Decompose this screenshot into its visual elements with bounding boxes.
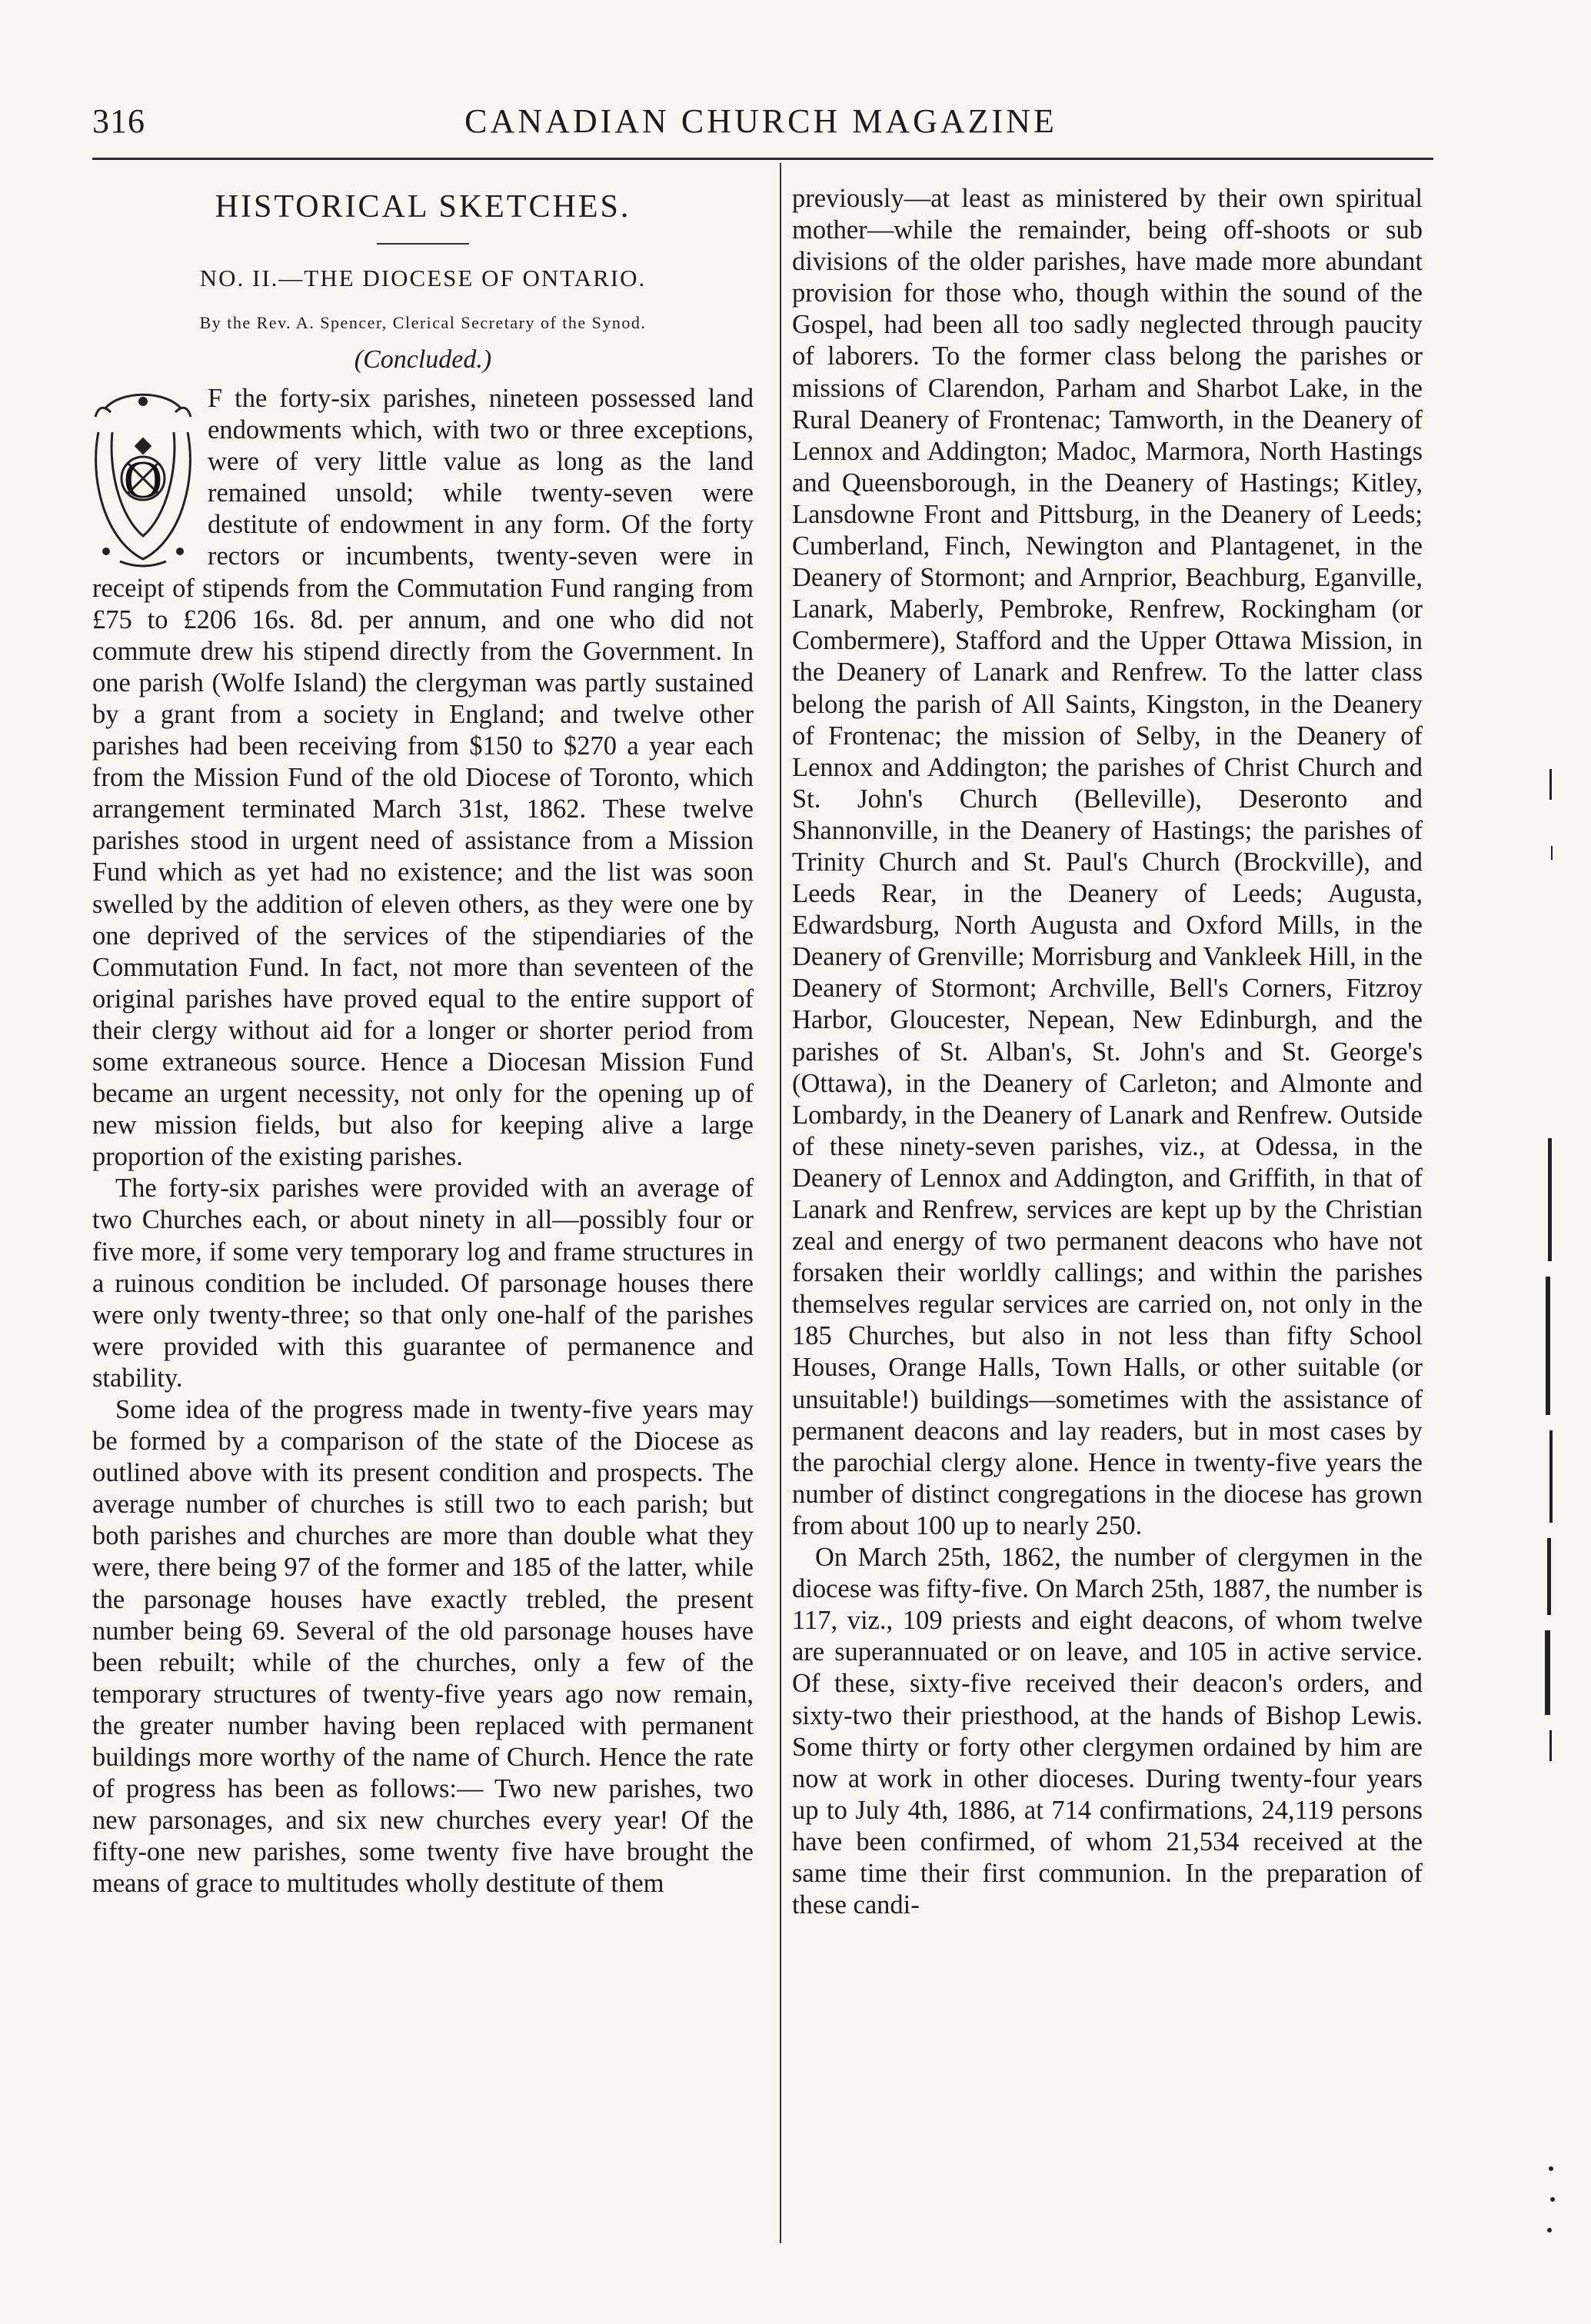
article-subtitle: NO. II.—THE DIOCESE OF ONTARIO.	[199, 265, 647, 291]
paragraph: previously—at least as ministered by their own spiritual mother—while the remainder, being off-shoots or sub divisions of the older parishes, have made more abundant provision for those who, though within the sound of the Gospel, had been all too sadly neglected through paucity of laborers. To the former class belong the parishes or missions of Clarendon, Parham and Sharbot Lake, in the Rural Deanery of Frontenac; Tamworth, in the Deanery of Lennox and Addington; Madoc, Marmora, North Hastings and Queensborough, in the Deanery of Hastings; Kitley, Lansdowne Front and Pittsburg, in the Deanery of Leeds; Cumberland, Finch, Newington and Plantagenet, in the Deanery of Stormont; and Arnprior, Beachburg, Eganville, Lanark, Maberly, Pembroke, Renfrew, Rockingham (or Combermere), Stafford and the Upper Ottawa Mission, in the Deanery of Lanark and Renfrew. To the latter class belong the parish of All Saints, Kingston, in the Deanery of Frontenac; the mission of Selby, in the Deanery of Lennox and Addington; the parishes of Christ Church and St. John's Church (Belleville), Deseronto and Shannonville, in the Deanery of Hastings; the parishes of Trinity Church and St. Paul's Church (Brockville), and Leeds Rear, in the Deanery of Leeds; Augusta, Edwardsburg, North Augusta and Oxford Mills, in the Deanery of Grenville; Morrisburg and Vankleek Hill, in the Deanery of Stormont; Archville, Bell's Corners, Fitzroy Harbor, Gloucester, Nepean, New Edinburgh, and the parishes of St. Alban's, St. John's and St. George's (Ottawa), in the Deanery of Carleton; and Almonte and Lombardy, in the Deanery of Lanark and Renfrew. Outside of these ninety-seven parishes, viz., at Odessa, in the Deanery of Lennox and Addington, and Griffith, in that of Lanark and Renfrew, services are kept up by the Christian zeal and energy of two permanent deacons who have not forsaken their worldly callings; and within the parishes themselves regular services are carried on, not only in the 185 Churches, but also in not less than fifty School Houses, Orange Halls, Town Halls, or other suitable (or unsuitable!) buildings—sometimes with the assistance of permanent deacons and lay readers, but in most cases by the parochial clergy alone. Hence in twenty-five years the number of distinct congregations in the diocese has grown from about 100 up to nearly 250.	[792, 184, 1423, 1540]
paragraph: The forty-six parishes were provided with an average of two Churches each, or about ninety in all—possibly four or five more, if some very temporary log and frame structures in a ruinous condition be included. Of parsonage houses there were only twenty-three; so that only one-half of the parishes were provided with this guarantee of permanence and stability.	[92, 1174, 754, 1393]
paragraph: F the forty-six parishes, nineteen possessed land endowments which, with two or three exceptions, were of very little value as long as the land remained unsold; while twenty-seven were destitute of endowment in any form. Of the forty rectors or incumbents, twenty-seven were in receipt of stipends from the Commutation Fund ranging from £75 to £206 16s. 8d. per annum, and one who did not commute drew his stipend directly from the Government. In one parish (Wolfe Island) the clergyman was partly sustained by a grant from a society in England; and twelve other parishes had been receiving from $150 to $270 a year each from the Mission Fund of the old Diocese of Toronto, which arrangement terminated March 31st, 1862. These twelve parishes stood in urgent need of assistance from a Mission Fund which as yet had no existence; and the list was soon swelled by the addition of eleven others, as they were one by one deprived of the services of the stipendiaries of the Commutation Fund. In fact, not more than seventeen of the original parishes have proved equal to the entire support of their clergy without aid for a longer or shorter period from some extraneous source. Hence a Diocesan Mission Fund became an urgent necessity, not only for the opening up of new mission fields, but also for keeping alive a large proportion of the existing parishes.	[92, 384, 754, 1172]
svg-text:O: O	[123, 451, 163, 510]
column-divider	[780, 163, 781, 2243]
page-header	[92, 102, 1430, 148]
paragraph: On March 25th, 1862, the number of clergymen in the diocese was fifty-five. On March 25th, 1887, the number is 117, viz., 109 priests and eight deacons, of whom twelve are superannuated or on leave, and 105 in active service. Of these, sixty-five received their deacon's orders, and sixty-two their priesthood, at the hands of Bishop Lewis. Some thirty or forty other clergymen ordained by him are now at work in other dioceses. During twenty-four years up to July 4th, 1886, at 714 confirmations, 24,119 persons have been confirmed, of whom 21,534 received at the same time their first communion. In the preparation of these candi-	[792, 1543, 1423, 1920]
left-column	[92, 177, 754, 1900]
concluded-note: (Concluded.)	[354, 345, 492, 374]
header-rule	[92, 158, 1433, 160]
title-rule	[377, 243, 469, 245]
ornamental-dropcap-icon	[89, 386, 197, 571]
opening-paragraph-block	[92, 383, 754, 1173]
paragraph: Some idea of the progress made in twenty-five years may be formed by a comparison of the state of the Diocese as outlined above with its present condition and prospects. The average number of churches is still two to each parish; but both parishes and churches are more than double what they were, there being 97 of the former and 185 of the latter, while the parsonage houses have exactly trebled, the present number being 69. Several of the old parsonage houses have been rebuilt; while of the churches, only a few of the temporary structures of twenty-five years ago now remain, the greater number having been replaced with permanent buildings more worthy of the name of Church. Hence the rate of progress has been as follows:— Two new parishes, two new parsonages, and six new churches every year! Of the fifty-one new parishes, some twenty five have brought the means of grace to multitudes wholly destitute of them	[92, 1395, 754, 1899]
right-column	[792, 183, 1423, 1921]
page-number: 316	[92, 102, 145, 140]
margin-binding-marks	[1526, 769, 1573, 2269]
article-title: HISTORICAL SKETCHES.	[215, 189, 631, 225]
running-title: CANADIAN CHURCH MAGAZINE	[464, 102, 1057, 140]
article-byline: By the Rev. A. Spencer, Clerical Secretary of the Synod.	[199, 313, 647, 332]
